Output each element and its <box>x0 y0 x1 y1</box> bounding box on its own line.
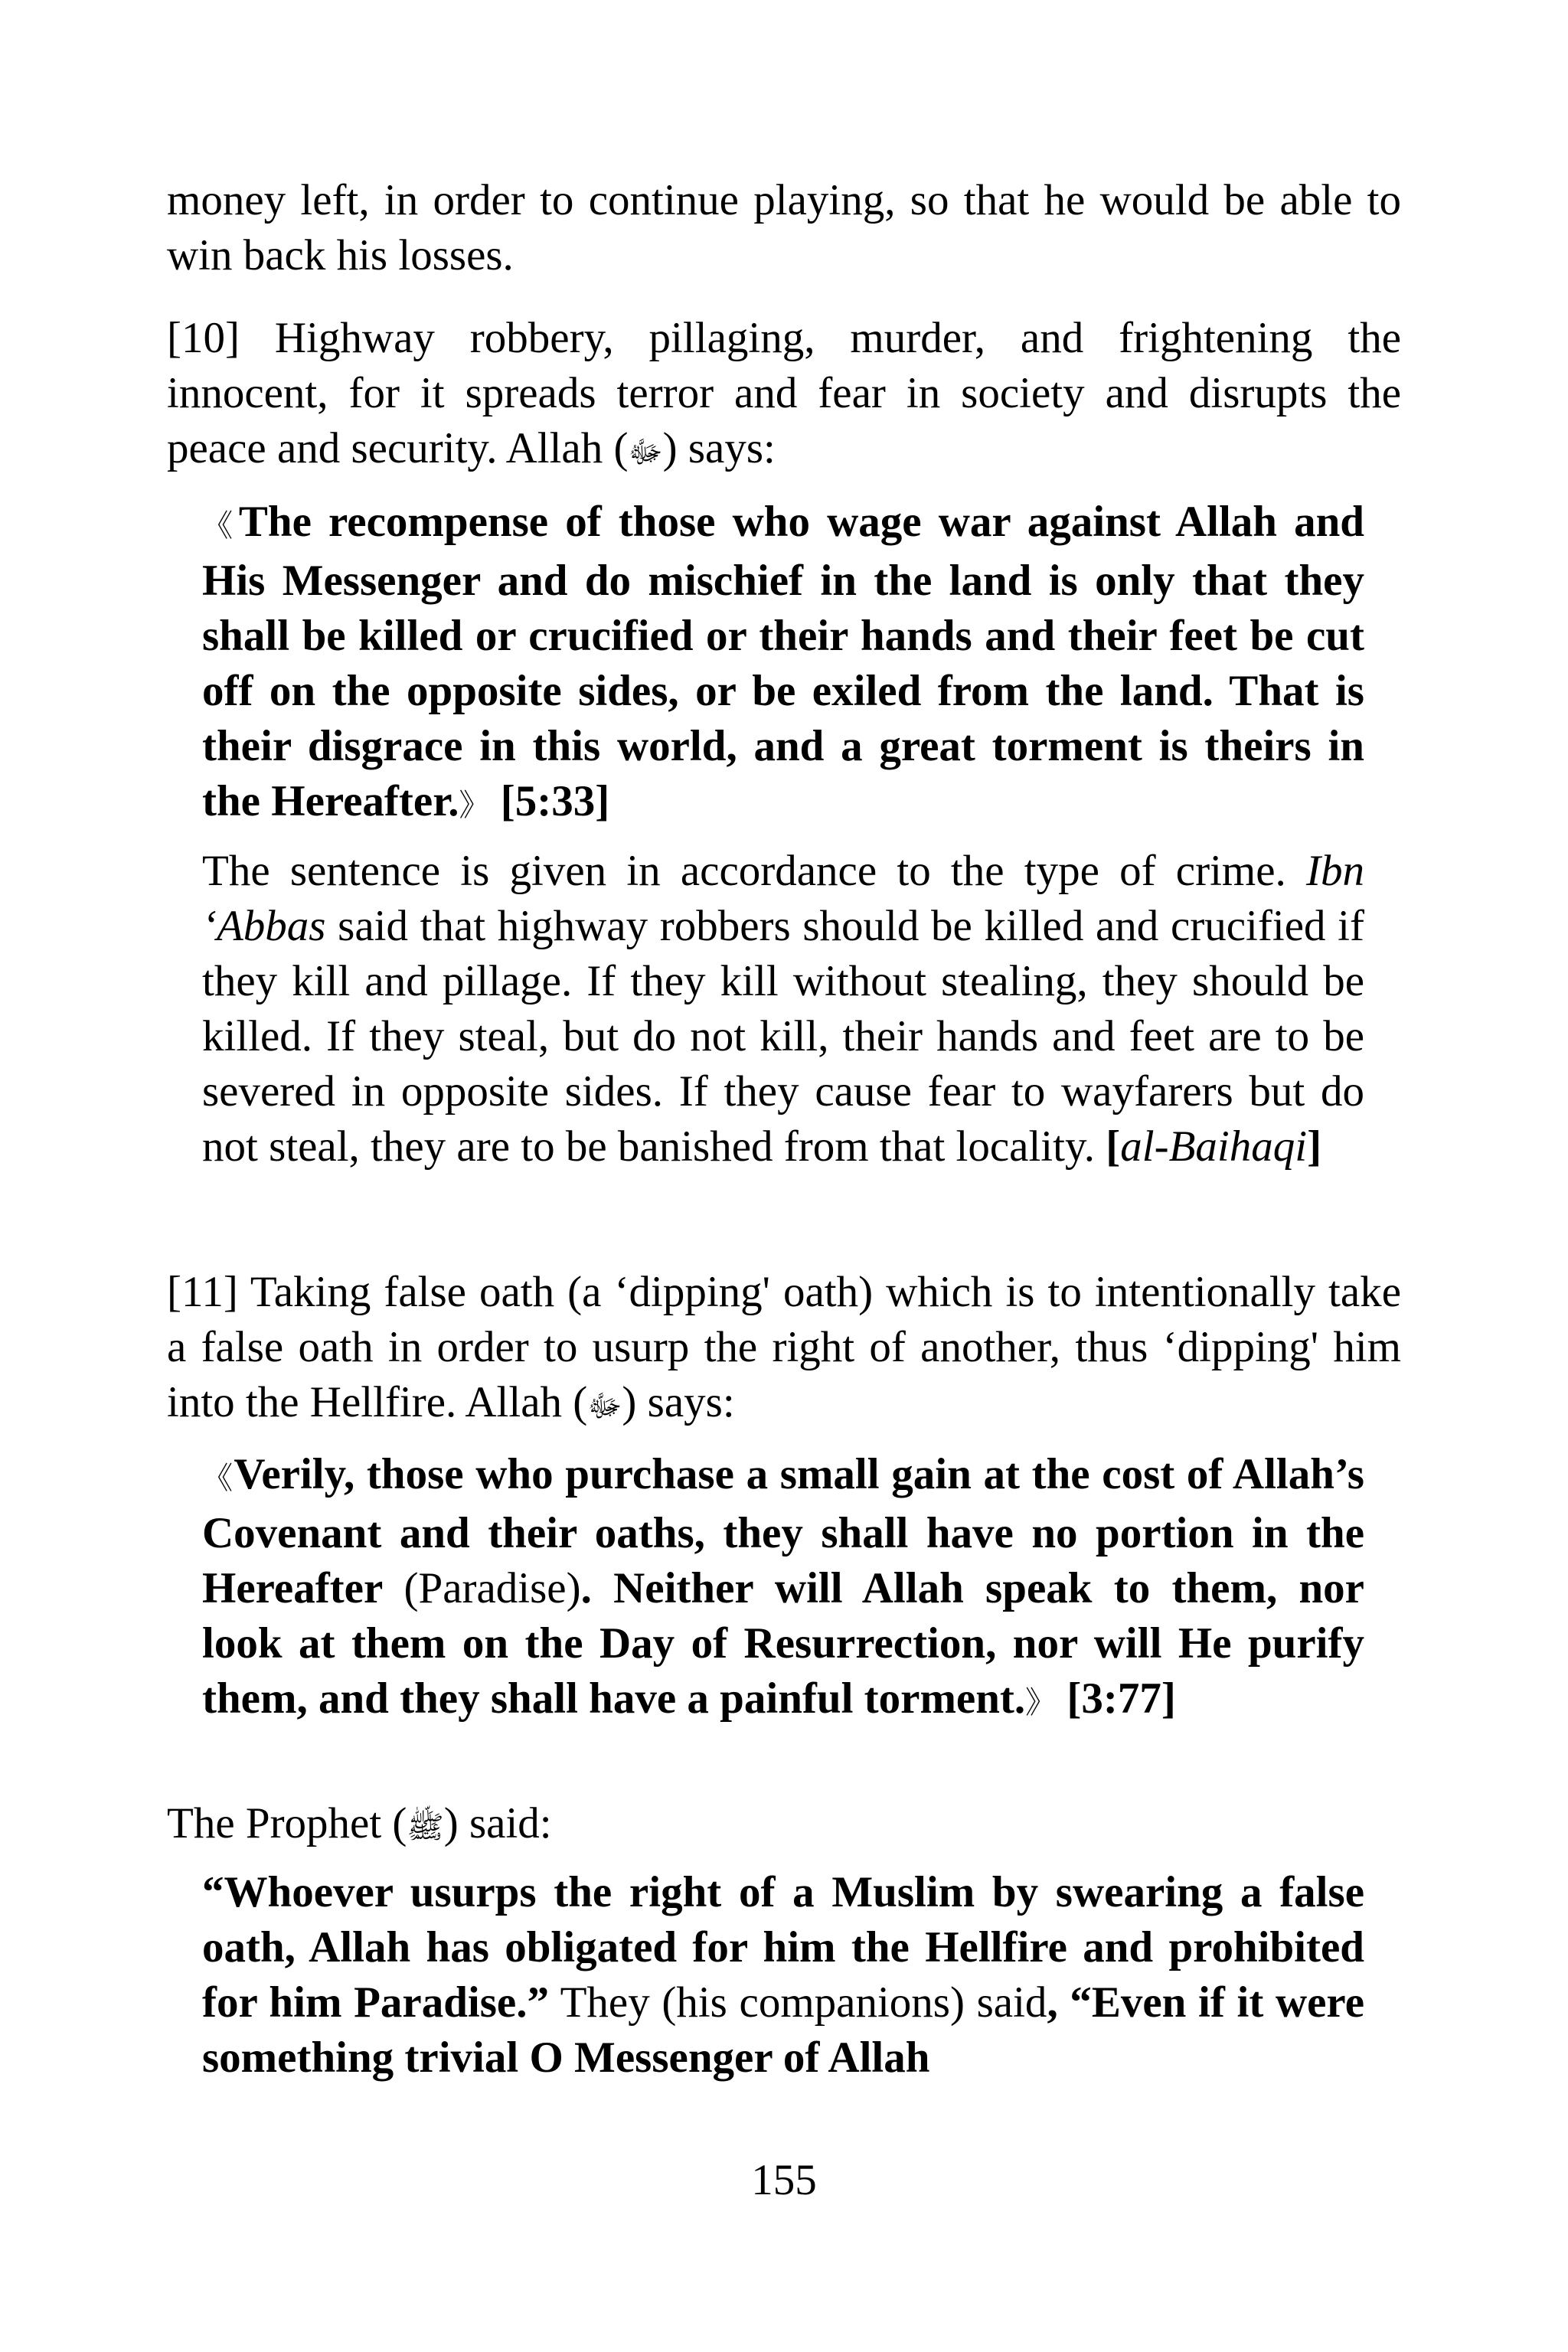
hadith-quote: “Whoever usurps the right of a Muslim by swearing a false oath, Allah has obligated for him the Hellfire and prohibited for him Paradise.” They (his companions) said, “Even if it were something trivial O Messenger of Allah <box>202 1868 1364 2082</box>
paragraph-sentence-explanation: The sentence is given in accordance to the type of crime. Ibn ‘Abbas said that highway robbers should be killed and crucified if they kill and pillage. If they kill without stealing, they should be killed. If they steal, but do not kill, their hands and feet are to be severed in opposite sides. If they cause fear to wayfarers but do not steal, they are to be banished from that locality. [al-Baihaqi] <box>202 847 1364 1171</box>
paragraph-highway-robbery: [10] Highway robbery, pillaging, murder, and frightening the innocent, for it spreads terror and fear in society and disrupts the peace and security. Allah (ﷻ) says: <box>167 314 1401 472</box>
paragraph-prophet-said: The Prophet (ﷺ) said: <box>167 1799 552 1847</box>
source-citation: al-Baihaqi <box>1120 1122 1308 1171</box>
close-bracket-ornament: 》 <box>1025 1684 1057 1720</box>
close-bracket-ornament: 》 <box>459 787 490 822</box>
honorific-glyph: ﷻ <box>587 1388 622 1423</box>
paragraph-false-oath: [11] Taking false oath (a ‘dipping' oath) which is to intentionally take a false oath in order to usurp the right of another, thus ‘dipping' him into the Hellfire. Allah (ﷻ) says: <box>167 1268 1401 1426</box>
page-number: 155 <box>751 2156 817 2204</box>
paragraph-gambling-end: money left, in order to continue playing, so that he would be able to win back his losses. <box>167 176 1401 279</box>
verse-reference: [5:33] <box>489 776 610 825</box>
open-bracket-ornament: 《 <box>202 508 239 543</box>
honorific-glyph: ﷺ <box>407 1809 444 1844</box>
quran-quote-3-77: 《Verily, those who purchase a small gain at the cost of Allah’s Covenant and their oaths, they shall have no portion in the Hereafter (Paradise). Neither will Allah speak to them, nor look at them on the Day of Resurrection, nor will He purify them, and they shall have a painful torment.》 [3:77] <box>202 1450 1364 1723</box>
open-bracket-ornament: 《 <box>202 1460 234 1495</box>
quran-quote-5-33: 《The recompense of those who wage war against Allah and His Messenger and do mischief in the land is only that they shall be killed or crucified or their hands and their feet be cut off on the opposite sides, or be exiled from the land. That is their disgrace in this world, and a great torment is theirs in the Hereafter.》 [5:33] <box>202 498 1365 825</box>
honorific-glyph: ﷻ <box>628 434 663 469</box>
verse-reference: [3:77] <box>1056 1674 1176 1723</box>
